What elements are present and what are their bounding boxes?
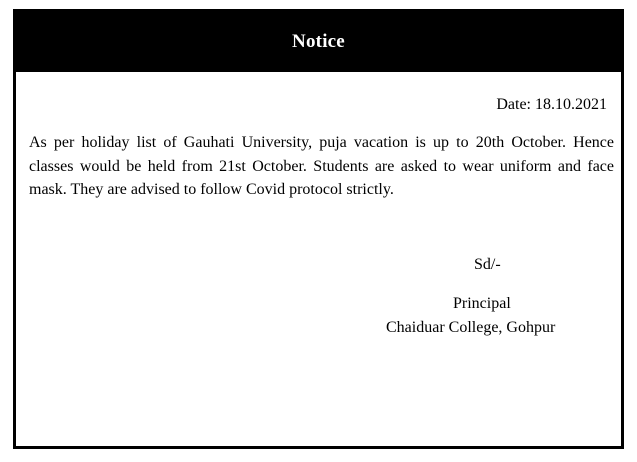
signature-designation: Principal — [453, 295, 511, 312]
signature-sd: Sd/- — [474, 256, 501, 273]
signature-institution: Chaiduar College, Gohpur — [386, 319, 556, 336]
notice-title: Notice — [292, 31, 345, 52]
notice-body: As per holiday list of Gauhati University, puja vacation is up to 20th October. Hence classes would be held from 21st October. Students are asked to wear uniform and face mask. They are advised to follow Covid protocol strictly. — [29, 134, 614, 198]
notice-box — [13, 9, 624, 449]
notice-date: Date: 18.10.2021 — [496, 96, 607, 113]
notice-header — [16, 12, 621, 72]
